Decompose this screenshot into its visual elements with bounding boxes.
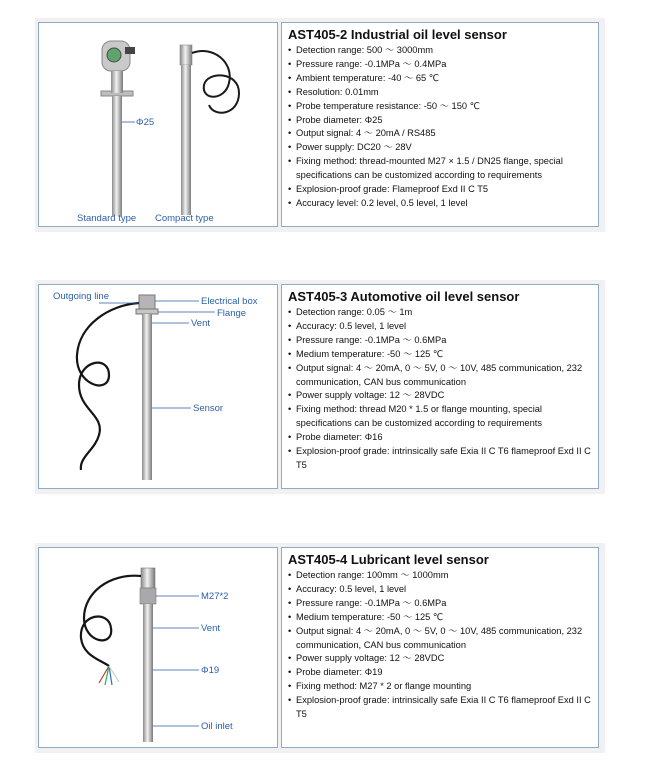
spec-list <box>288 44 592 211</box>
spec-item: • Explosion-proof grade: intrinsically safe Exia II C T6 flameproof Exd II C T5 <box>288 694 592 722</box>
standard-probe-rod <box>112 96 122 216</box>
sensor-illustration-lubricant <box>39 548 278 748</box>
spec-box-ast405-2 <box>281 22 599 227</box>
compact-cable <box>192 51 239 113</box>
flange <box>136 309 158 314</box>
spec-item: • Pressure range: -0.1MPa ～ 0.6MPa <box>288 334 592 348</box>
product-title: AST405-3 Automotive oil level sensor <box>288 289 520 304</box>
signal-cable <box>81 576 141 666</box>
electrical-box-label: Electrical box <box>201 296 258 307</box>
spec-item: • Ambient temperature: -40 ～ 65 ℃ <box>288 72 592 86</box>
spec-item: • Pressure range: -0.1MPa ～ 0.6MPa <box>288 597 592 611</box>
oil-inlet-label: Oil inlet <box>201 721 233 732</box>
spec-item: • Power supply voltage: 12 ～ 28VDC <box>288 652 592 666</box>
sensor-illustration-standard-compact <box>39 23 278 227</box>
spec-item: • Explosion-proof grade: intrinsically safe Exia II C T6 flameproof Exd II C T5 <box>288 445 592 473</box>
spec-item: • Output signal: 4 ～ 20mA / RS485 <box>288 127 592 141</box>
product-image-ast405-4 <box>38 547 278 748</box>
spec-item: • Medium temperature: -50 ～ 125 ℃ <box>288 348 592 362</box>
spec-item: • Detection range: 0.05 ～ 1m <box>288 306 592 320</box>
spec-item: • Resolution: 0.01mm <box>288 86 592 100</box>
flange-label: Flange <box>217 308 247 319</box>
spec-box-ast405-3 <box>281 284 599 489</box>
display-window <box>107 48 121 62</box>
vent-label: Vent <box>201 623 221 634</box>
outgoing-cable <box>77 303 139 470</box>
compact-head <box>180 45 192 65</box>
spec-item: • Detection range: 100mm ～ 1000mm <box>288 569 592 583</box>
spec-item: • Fixing method: thread-mounted M27 × 1.5 / DN25 flange, special specifications can be customized according to requirements <box>288 155 592 183</box>
diameter-label: Φ19 <box>201 665 220 676</box>
spec-item: • Accuracy: 0.5 level, 1 level <box>288 320 592 334</box>
vent-label: Vent <box>191 318 211 329</box>
product-title: AST405-2 Industrial oil level sensor <box>288 27 507 42</box>
spec-item: • Output signal: 4 ～ 20mA, 0 ～ 5V, 0 ～ 10V, 485 communication, 232 communication, CAN bus communication <box>288 625 592 653</box>
sensor-illustration-automotive <box>39 285 278 489</box>
spec-item: • Fixing method: M27 * 2 or flange mounting <box>288 680 592 694</box>
spec-item: • Fixing method: thread M20 * 1.5 or flange mounting, special specifications can be customized according to requirements <box>288 403 592 431</box>
standard-type-label: Standard type <box>77 213 137 224</box>
spec-item: • Accuracy level: 0.2 level, 0.5 level, 1 level <box>288 197 592 211</box>
product-panel-ast405-3 <box>35 280 605 494</box>
neck <box>111 71 123 93</box>
product-image-ast405-2 <box>38 22 278 227</box>
electrical-box <box>139 295 155 309</box>
diameter-label: Φ25 <box>136 117 155 128</box>
product-panel-ast405-4 <box>35 543 605 753</box>
sensor-rod <box>143 604 153 742</box>
spec-item: • Explosion-proof grade: Flameproof Exd II C T5 <box>288 183 592 197</box>
thread-section <box>140 588 156 604</box>
spec-item: • Power supply voltage: 12 ～ 28VDC <box>288 389 592 403</box>
spec-item: • Output signal: 4 ～ 20mA, 0 ～ 5V, 0 ～ 10V, 485 communication, 232 communication, CAN bus communication <box>288 362 592 390</box>
spec-item: • Probe diameter: Φ25 <box>288 114 592 128</box>
spec-list <box>288 306 592 473</box>
product-title: AST405-4 Lubricant level sensor <box>288 552 489 567</box>
outgoing-line-label: Outgoing line <box>53 291 109 302</box>
spec-item: • Probe temperature resistance: -50 ～ 150 ℃ <box>288 100 592 114</box>
sensor-rod <box>142 314 152 480</box>
spec-item: • Medium temperature: -50 ～ 125 ℃ <box>288 611 592 625</box>
product-panel-ast405-2 <box>35 18 605 232</box>
compact-type-label: Compact type <box>155 213 214 224</box>
compact-probe-rod <box>181 65 191 215</box>
spec-item: • Power supply: DC20 ～ 28V <box>288 141 592 155</box>
spec-item: • Probe diameter: Φ19 <box>288 666 592 680</box>
spec-list <box>288 569 592 722</box>
spec-item: • Pressure range: -0.1MPa ～ 0.4MPa <box>288 58 592 72</box>
spec-item: • Probe diameter: Φ16 <box>288 431 592 445</box>
cable-gland <box>125 47 135 54</box>
sensor-label: Sensor <box>193 403 224 414</box>
spec-item: • Accuracy: 0.5 level, 1 level <box>288 583 592 597</box>
spec-item: • Detection range: 500 ～ 3000mm <box>288 44 592 58</box>
thread-label: M27*2 <box>201 591 229 602</box>
product-image-ast405-3 <box>38 284 278 489</box>
sensor-head <box>141 568 155 588</box>
spec-box-ast405-4 <box>281 547 599 748</box>
